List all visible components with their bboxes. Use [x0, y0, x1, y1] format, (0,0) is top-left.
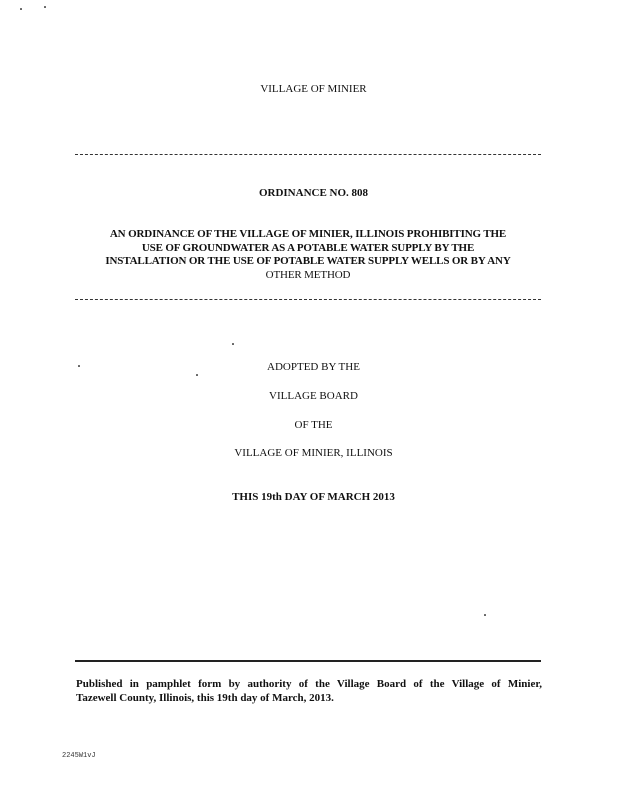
- scan-speck: [20, 8, 22, 10]
- scan-speck: [232, 343, 234, 345]
- document-code: 2245W1vJ: [62, 752, 96, 760]
- title-line: OTHER METHOD: [265, 268, 351, 281]
- title-line: INSTALLATION OR THE USE OF POTABLE WATER SUPPLY WELLS OR BY ANY: [105, 255, 511, 267]
- scan-speck: [484, 614, 486, 616]
- title-line: USE OF GROUNDWATER AS A POTABLE WATER SUPPLY BY THE: [141, 241, 475, 254]
- title-divider: [75, 299, 541, 300]
- ordinance-title: [78, 228, 538, 282]
- ordinance-number: ORDINANCE NO. 808: [258, 187, 369, 199]
- adoption-line: OF THE: [294, 419, 333, 431]
- title-line: AN ORDINANCE OF THE VILLAGE OF MINIER, ILLINOIS PROHIBITING THE: [109, 228, 507, 240]
- adoption-line: VILLAGE BOARD: [269, 390, 358, 402]
- scan-speck: [196, 374, 198, 376]
- top-divider: [75, 154, 541, 155]
- publication-notice: [76, 677, 542, 705]
- adoption-date: THIS 19th DAY OF MARCH 2013: [232, 491, 395, 503]
- publication-divider: [75, 660, 541, 662]
- publication-line: Tazewell County, Illinois, this 19th day of March, 2013.: [76, 692, 334, 704]
- adoption-line: VILLAGE OF MINIER, ILLINOIS: [234, 447, 393, 459]
- document-header: VILLAGE OF MINIER: [260, 83, 367, 95]
- publication-line: Published in pamphlet form by authority of the Village Board of the Village of Minier,: [76, 678, 542, 690]
- adoption-line: ADOPTED BY THE: [267, 361, 360, 373]
- scan-speck: [44, 6, 46, 8]
